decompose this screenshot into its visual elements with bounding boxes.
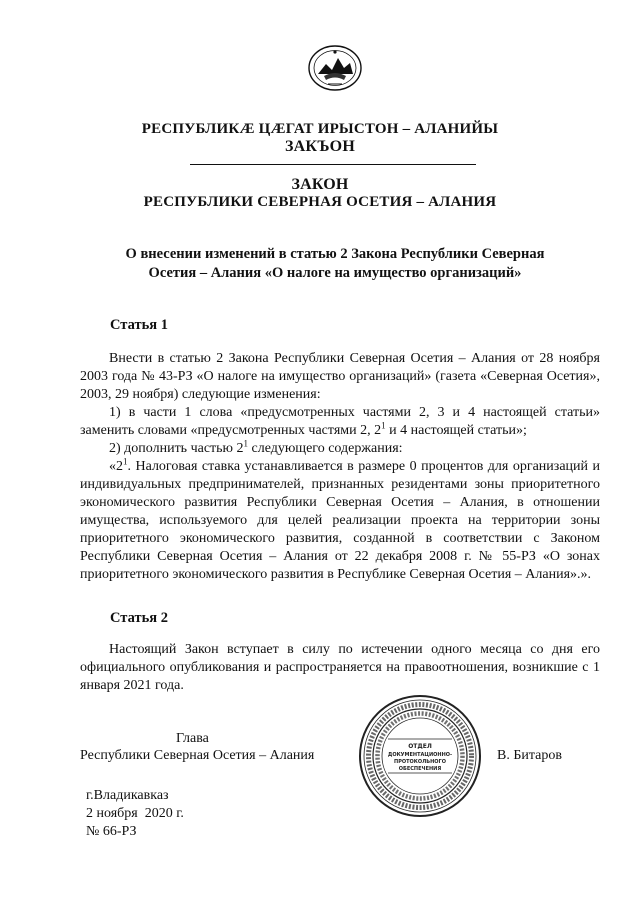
header-divider [190, 164, 476, 165]
city: г.Владикавказ [86, 788, 169, 803]
official-seal-icon [358, 694, 482, 818]
article-1-quote: «$2^1$. Налоговая ставка устанавливается в размере 0 процентов для организаций и индивидуальных предпринимателей, признанных резидентами зоны приоритетного экономического развития Республики Северная Осетия – Алания, в отношении имущества, используемого для целей реализации проекта на территории зоны приоритетного экономического развития, созданной в соответствии с Законом Республики Северная Осетия – Алания от 22 декабря 2008 г. № 55-РЗ «О зонах приоритетного экономического развития в Республике Северная Осетия – Алания».». [80, 456, 600, 582]
seal-line-2: ДОКУМЕНТАЦИОННО- [387, 752, 453, 758]
law-word: ЗАКОН [291, 176, 349, 193]
law-number: № 66-РЗ [86, 824, 137, 839]
republic-name-ossetian: РЕСПУБЛИКӔ ЦӔГАТ ИРЫСТОН – АЛАНИЙЫ [141, 121, 499, 137]
signatory-organization: Республики Северная Осетия – Алания [80, 748, 315, 763]
signing-date: 2 ноября 2020 г. [86, 806, 184, 821]
article-1-item-2: 2) дополнить частью $2^1$ следующего содержания: [109, 438, 403, 456]
article-1-title: Статья 1 [110, 317, 168, 333]
seal-line-4: ОБЕСПЕЧЕНИЯ [398, 766, 442, 772]
signatory-title: Глава [176, 731, 209, 746]
signatory-name: В. Битаров [497, 748, 562, 763]
article-2-text: Настоящий Закон вступает в силу по истечении одного месяца со дня его официального опубликования и распространяется на правоотношения, возникшие с 1 января 2021 года. [80, 642, 600, 693]
article-1-intro: Внести в статью 2 Закона Республики Северная Осетия – Алания от 28 ноября 2003 года № 43-РЗ «О налоге на имущество организаций» (газета «Северная Осетия», 2003, 29 ноября) следующие изменения: [80, 351, 600, 402]
place-and-date [86, 787, 184, 841]
article-2-body [80, 641, 600, 695]
article-2-title: Статья 2 [110, 610, 168, 626]
article-1-body [80, 350, 600, 584]
article-1-item-1: 1) в части 1 слова «предусмотренных частями 2, 3 и 4 настоящей статьи» заменить словами «предусмотренных частями 2, $2^1$ и 4 настоящей статьи»; [80, 405, 600, 438]
republic-name: РЕСПУБЛИКИ СЕВЕРНАЯ ОСЕТИЯ – АЛАНИЯ [143, 194, 497, 210]
seal-line-1: ОТДЕЛ [408, 743, 432, 750]
coat-of-arms-icon [306, 44, 364, 94]
seal-line-3: ПРОТОКОЛЬНОГО [394, 759, 446, 765]
law-subject: О внесении изменений в статью 2 Закона Республики Северная Осетия – Алания «О налоге на имущество организаций» [125, 246, 545, 281]
law-word-ossetian: ЗАКЪОН [285, 138, 355, 155]
